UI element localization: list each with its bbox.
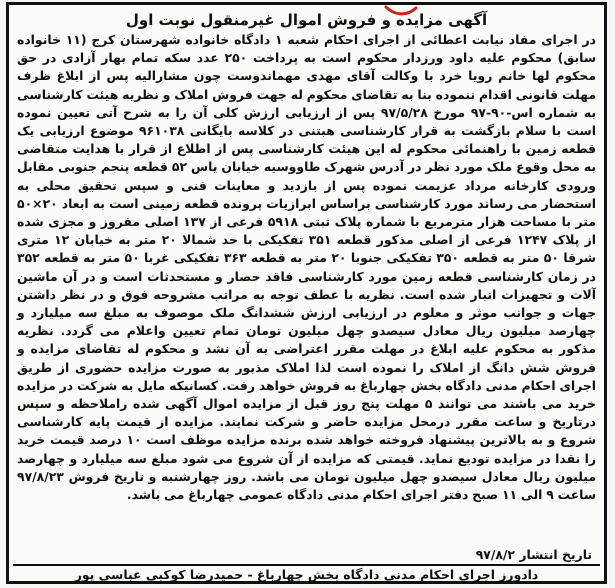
notice-title: آگهی مزایده و فروش اموال غیرمنقول نوبت اول [125, 11, 488, 29]
notice-frame [6, 2, 607, 584]
signature-line: دادورز اجرای احکام مدنی دادگاه بخش چهارباغ - حمیدرضا کوکبی عباسی پور [74, 567, 539, 582]
publish-date: تاریخ انتشار ۹۷/۸/۲ [475, 547, 592, 562]
notice-body: در اجرای مفاد نیابت اعطائی از اجرای احکام شعبه ۱ دادگاه خانواده شهرستان کرج (۱۱ خانواده سابق) محکوم علیه داود ورزدار محکوم است به پرداخت ۲۵۰ عدد سکه تمام بهار آزادی در حق محکوم لها خانم رویا خرد با وکالت آقای مهدی مهماندوست چون مشارالیه پس از ابلاغ ظرف مهلت قانونی اقدام ننموده بنا به تقاضای محکوم له جهت فروش املاک و نظریه هیئت کارشناسی به شماره اس-۹۰-۹۷ مورخ ۹۷/۵/۲۸ پس از ارزیابی ارزش کلی آن را به شرح آتی تعیین نموده است با سلام بازگشت به قرار کارشناسی هبتنی در کلاسه بایگانی ۹۶۱۰۳۸ موضوع ارزیابی یک قطعه زمین با راهنمائی محکوم له این هیئت کارشناسی پس از اطلاع از قرار با هدایت متقاضی به محل وقوع ملک مورد نظر در آدرس شهرک طاووسیه خیابان یاس ۵۲ قطعه پنجم جنوبی مقابل ورودی کارخانه مرداد عزیمت نموده پس از بازدید و معاینات فنی و سپس تحقیق محلی به استحضار می رساند مورد کارشناسی براساس ابرازیات پرونده قطعه زمینی است به ابعاد ۲۰×۵۰ متر با مساحت هزار مترمربع با شماره پلاک ثبتی ۵۹۱۸ فرعی از ۱۳۷ اصلی مفروز و مجزی شده از پلاک ۱۲۴۷ فرعی از اصلی مذکور قطعه ۳۵۱ تفکیکی با حد شمالا ۲۰ متر به خیابان ۱۲ متری شرقا ۵۰ متر به قطعه ۳۵۰ تفکیکی جنوبا ۲۰ متر به قطعه ۳۶۳ تفکیکی غربا ۵۰ متر به قطعه ۳۵۲ در زمان کارشناسی قطعه زمین مورد کارشناسی فاقد حصار و مستحدثات است و در آن ماشین آلات و تجهیزات انبار شده است. نظریه با عطف توجه به مراتب مشروحه فوق و در نظر داشتن جهات و جوانب موثر و معلوم در ارزیابی ارزش ششدانگ ملک موصوف به مبلغ سه میلیارد و چهارصد میلیون ریال معادل سیصدو چهل میلیون تومان تمام تعیین واعلام می گردد. نظریه مذکور به محکوم علیه ابلاغ در مهلت مقرر اعتراضی به آن نشد و محکوم له تقاضای مزایده و فروش شش دانگ از املاک را نموده است لذا املاک مذبور به صورت مزایده حضوری از طریق اجرای احکام مدنی دادگاه بخش چهارباغ به فروش خواهد رفت. کسانیکه مایل به شرکت در مزایده خرید می باشند می توانند ۵ مهلت پنج روز قبل از مزایده اموال آگهی شده راملاحظه و سپس درتاریخ و ساعت مقرر درمحل مزایده حاضر و شرکت نمایند. مزایده از قیمت پایه کارشناسی شروع و به بالاترین پیشنهاد فروخته خواهد شده برنده مزایده موظف است ۱۰ درصد قیمت خرید را نقدا در مزایده تودیع نماید. قیمتی که مزایده از آن شروع می شود مبلغ سه میلیارد و چهارصد میلیون ریال معادل سیصدو چهل میلیون تومان می باشد. روز چهارشنبه و تاریخ فروش ۹۷/۸/۲۳ ساعت ۹ الی ۱۱ صبح دفتر اجرای احکام مدنی دادگاه عمومی چهارباغ می باشد. [17, 32, 597, 503]
footer-divider [13, 564, 600, 566]
